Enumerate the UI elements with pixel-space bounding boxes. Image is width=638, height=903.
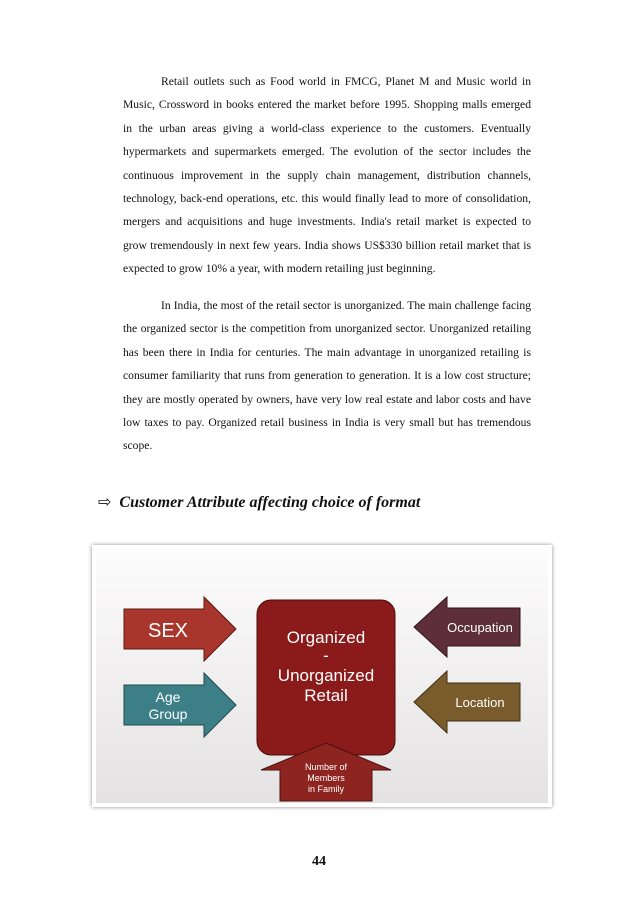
center-line-unorganized: Unorganized (277, 666, 375, 685)
age-label: Age (155, 689, 181, 705)
customer-attribute-diagram (92, 545, 552, 807)
page-number: 44 (312, 854, 326, 869)
occupation-label: Occupation (447, 620, 513, 635)
family-line-3: in Family (307, 784, 345, 794)
outline-right-arrow-icon: ⇨ (98, 494, 112, 511)
center-line-organized: Organized (286, 628, 366, 647)
section-heading (98, 492, 420, 512)
paragraph-unorganized-sector: In India, the most of the retail sector is unorganized. The main challenge facing the organized sector is the competition from unorganized sector. Unorganized retailing has been there in India for centuries. The main advantage in unorganized retailing is consumer familiarity that runs from generation to generation. It is a low cost structure; they are mostly operated by owners, have very low real estate and labor costs and have low taxes to pay. Organized retail business in India is very small but has tremendous scope. (123, 299, 531, 453)
diagram-canvas (92, 545, 552, 807)
family-line-2: Members (307, 773, 345, 783)
location-label: Location (455, 695, 505, 710)
center-line-retail: Retail (304, 686, 348, 705)
paragraph-retail-history: Retail outlets such as Food world in FMCG, Planet M and Music world in Music, Crossword in books entered the market before 1995. Shopping malls emerged in the urban areas giving a world-class experience to the customers. Eventually hypermarkets and supermarkets emerged. The evolution of the sector includes the continuous improvement in the supply chain management, distribution channels, technology, back-end operations, etc. this would finally lead to more of consolidation, mergers and acquisitions and huge investments. India's retail market is expected to grow tremendously in next few years. India shows US$330 billion retail market that is expected to grow 10% a year, with modern retailing just beginning. (123, 75, 531, 276)
family-line-1: Number of (304, 762, 348, 772)
section-heading-text: Customer Attribute affecting choice of format (119, 494, 421, 511)
center-line-dash: - (323, 646, 329, 665)
sex-label: SEX (147, 620, 189, 642)
group-label: Group (148, 706, 188, 722)
